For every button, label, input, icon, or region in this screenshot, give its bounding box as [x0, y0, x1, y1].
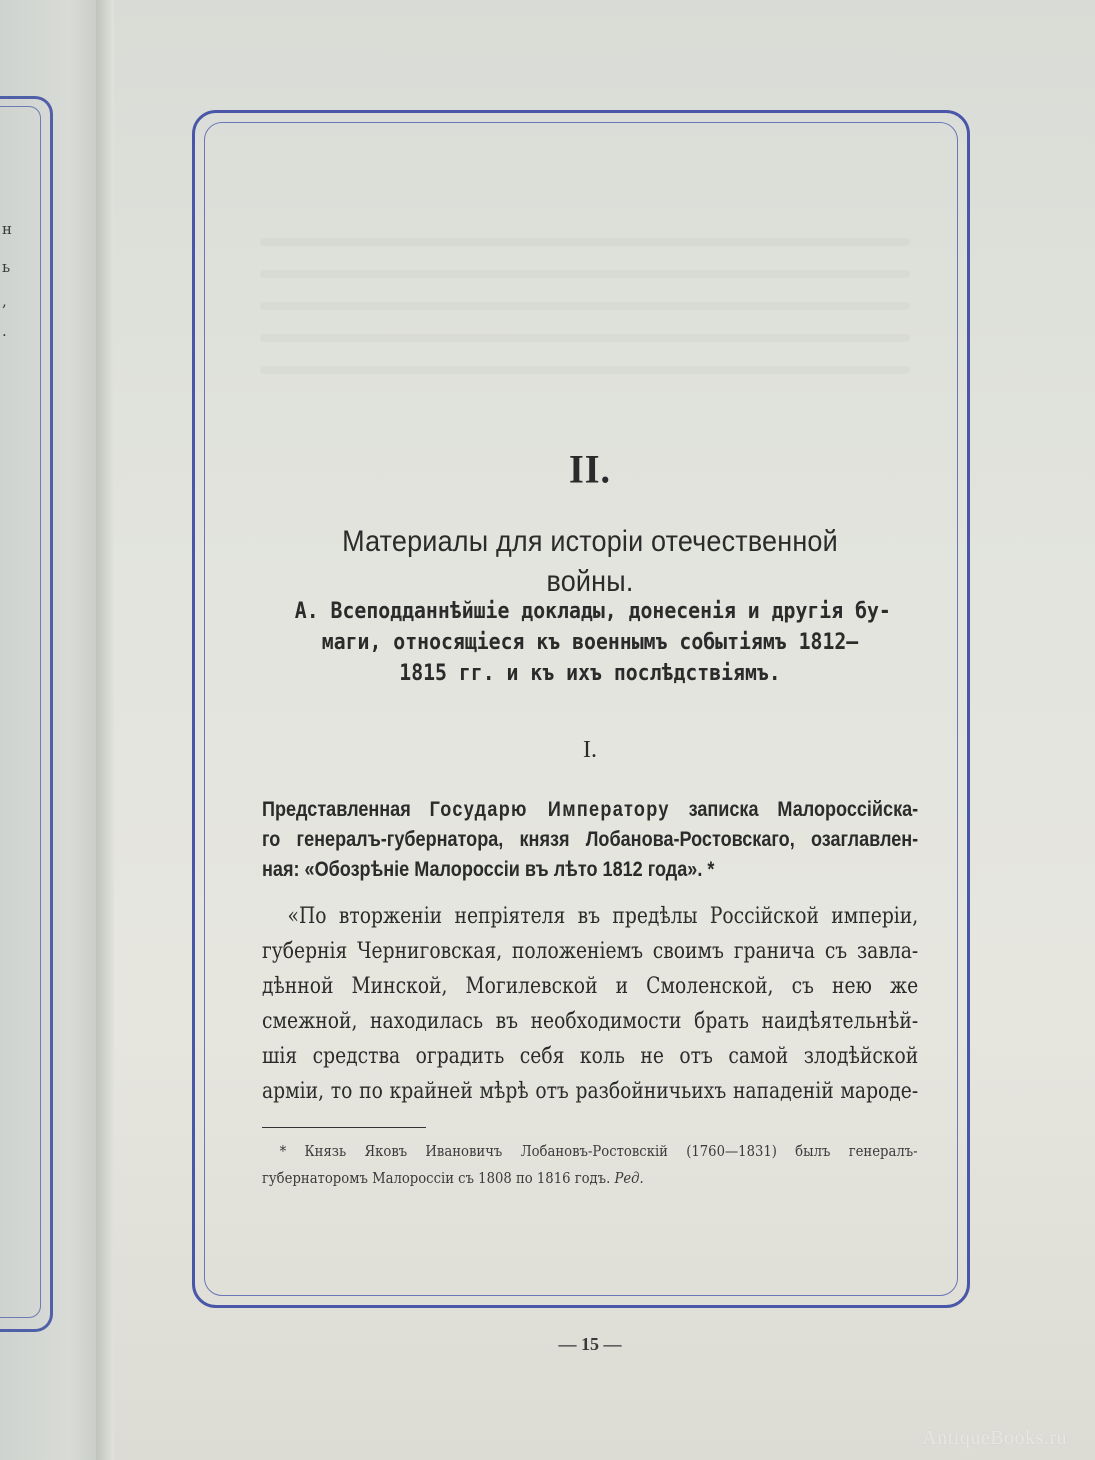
- body-line: армiи, то по крайней мѣрѣ отъ разбойничьихъ нападенiй мароде-: [262, 1079, 919, 1104]
- left-page-text-fragment: .: [2, 322, 7, 340]
- show-through-line: [260, 334, 910, 342]
- section-a-heading: [294, 596, 891, 689]
- section-a-line: 1815 гг. и къ ихъ послѣдствiямъ.: [399, 661, 781, 686]
- section-a-line: А. Всеподданнѣйшiе доклады, донесенiя и другiя бу-: [294, 599, 891, 624]
- body-line: «По вторженiи непрiятеля въ предѣлы Россiйской имперiи,: [287, 904, 919, 929]
- chapter-number: II.: [568, 447, 612, 493]
- page-content: [262, 440, 918, 1192]
- left-page-text-fragment: ,: [2, 292, 7, 310]
- document-title-line: ная: «Обозрѣнiе Малороссiи въ лѣто 1812 года». *: [262, 858, 715, 881]
- editor-mark: Ред.: [614, 1169, 644, 1187]
- left-page-text-fragment: ь: [2, 258, 11, 276]
- body-line: смежной, находилась въ необходимости брать наидѣятельнѣй-: [262, 1009, 919, 1034]
- document-title-line: го генералъ-губернатора, князя Лобанова-Ростовскаго, озаглавлен-: [262, 828, 919, 851]
- body-text: [262, 899, 918, 1109]
- show-through-line: [260, 238, 910, 246]
- left-page-text-fragment: н: [2, 220, 12, 238]
- document-title: [262, 795, 918, 885]
- document-title-line: [262, 795, 918, 825]
- left-page-frame-inner: [0, 106, 41, 1318]
- document-number: I.: [583, 737, 597, 763]
- body-line: шiя средства оградить себя коль не отъ самой злодѣйской: [262, 1044, 919, 1069]
- page-number: — 15 —: [558, 1334, 622, 1354]
- watermark: AntiqueBooks.ru: [922, 1427, 1067, 1449]
- book-gutter: [96, 0, 114, 1460]
- document-title-emphasis: Государю Императору: [429, 798, 670, 821]
- show-through-line: [260, 270, 910, 278]
- footnote-text: губернаторомъ Малороссiи съ 1808 по 1816 годъ.: [262, 1169, 615, 1187]
- body-line: дѣнной Минской, Могилевской и Смоленской, съ нею же: [262, 974, 919, 999]
- show-through-line: [260, 302, 910, 310]
- body-line: губернiя Черниговская, положенiемъ своимъ гранича съ завла-: [262, 939, 919, 964]
- chapter-title: Материалы для исторiи отечественной войны.: [342, 525, 838, 598]
- section-a-line: маги, относящiеся къ военнымъ событiямъ 1812—: [321, 630, 859, 655]
- footnote-line: [262, 1165, 918, 1192]
- document-title-part: Представленная: [262, 798, 430, 821]
- show-through-line: [260, 366, 910, 374]
- footnote-separator: [262, 1127, 426, 1128]
- footnote-line: * Князь Яковъ Ивановичъ Лобановъ-Ростовскiй (1760—1831) былъ генералъ-: [279, 1142, 918, 1160]
- footnote: [262, 1138, 918, 1192]
- document-title-part: записка Малороссiйска-: [669, 798, 919, 821]
